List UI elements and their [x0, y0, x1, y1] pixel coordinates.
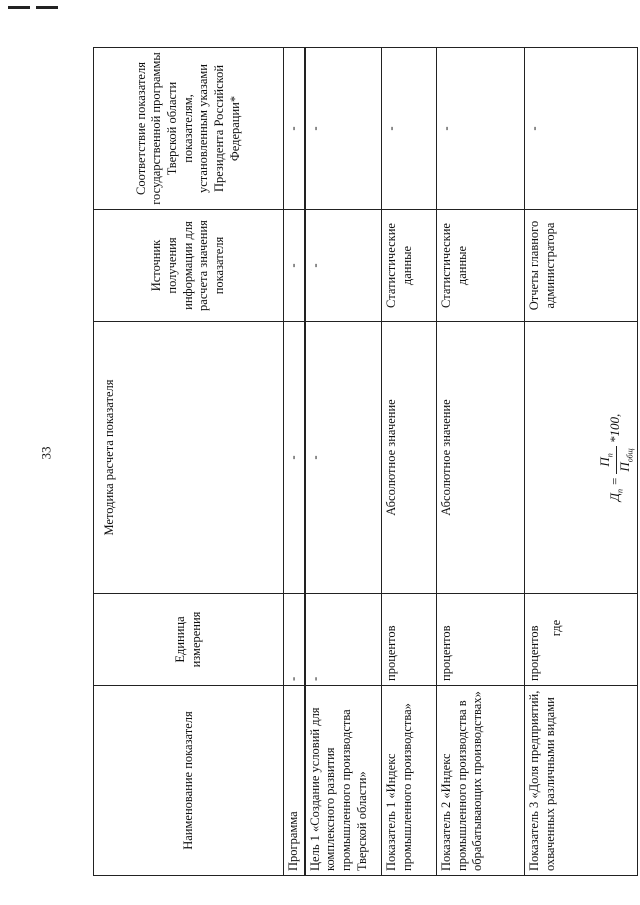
table-row [525, 48, 638, 876]
header-source: Источник получения информации для расчета значения показателя [94, 210, 284, 322]
cell-compliance: - [382, 48, 437, 210]
header-name: Наименование показателя [94, 686, 284, 876]
formula-fraction [597, 446, 635, 473]
cell-source: - [284, 210, 305, 322]
cell-method: - [305, 322, 382, 594]
cell-compliance: - [437, 48, 525, 210]
cell-source: - [305, 210, 382, 322]
cell-name: Показатель 2 «Индекс промышленного производства в обрабатывающих производствах» [437, 686, 525, 876]
cell-method: Абсолютное значение [437, 322, 525, 594]
cell-method: Абсолютное значение [382, 322, 437, 594]
cell-source: Статистические данные [437, 210, 525, 322]
cell-name: Показатель 3 «Доля предприятий, охваченных различными видами [525, 686, 638, 876]
formula: $Д_п$ = $П_п$ $П_{общ}$ *100, [597, 413, 635, 502]
cell-name: Показатель 1 «Индекс промышленного производства» [382, 686, 437, 876]
formula-lhs-sub: п [615, 488, 625, 493]
cell-name: Цель 1 «Создание условий для комплексного развития промышленного производства Тверской области» [305, 686, 382, 876]
cell-method: - [284, 322, 305, 594]
cell-compliance: - [305, 48, 382, 210]
page-number: 33 [38, 446, 54, 460]
cell-unit: процентов [437, 594, 525, 686]
formula-den-sub: общ [625, 448, 635, 463]
formula-lhs: Д [607, 492, 623, 502]
table-row [305, 48, 382, 876]
scan-mark [36, 6, 58, 9]
scan-mark [8, 6, 30, 9]
table-row [382, 48, 437, 876]
cell-source: Статистические данные [382, 210, 437, 322]
table-sheet [93, 48, 635, 876]
table-row [284, 48, 305, 876]
indicator-table [93, 48, 635, 876]
cell-compliance: - [284, 48, 305, 210]
formula-numerator [597, 446, 617, 473]
formula-den: П [616, 462, 632, 472]
cell-unit: процентов [525, 594, 638, 686]
cell-source: Отчеты главного администратора [525, 210, 638, 322]
formula-num-sub: п [605, 453, 615, 458]
gde-label: где [549, 619, 564, 637]
formula-num: П [597, 457, 613, 467]
header-method: Методика расчета показателя [94, 322, 284, 594]
cell-unit: - [284, 594, 305, 686]
table-row [437, 48, 525, 876]
header-compliance: Соответствие показателя государственной программы Тверской области показателям, установленным указами Президента Российской Федерации* [94, 48, 284, 210]
formula-denominator [617, 446, 636, 473]
cell-unit: - [305, 594, 382, 686]
header-unit: Единица измерения [94, 594, 284, 686]
cell-compliance: - [525, 48, 638, 210]
formula-tail: *100, [607, 413, 623, 444]
cell-name: Программа [284, 686, 305, 876]
cell-unit: процентов [382, 594, 437, 686]
cell-method-formula [525, 322, 638, 637]
